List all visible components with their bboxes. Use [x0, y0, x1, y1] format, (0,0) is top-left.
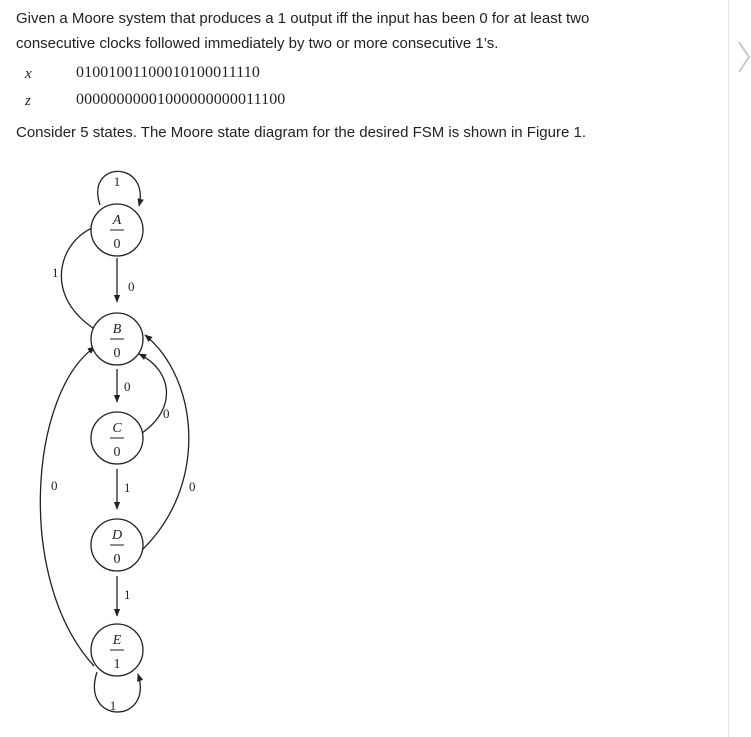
- state-a: [91, 204, 143, 256]
- state-d-name: D: [111, 528, 123, 543]
- consider-text: Consider 5 states. The Moore state diagram for the desired FSM is shown in Figure 1.: [16, 124, 586, 141]
- input-label: x: [25, 66, 32, 82]
- question-intro: Given a Moore system that produces a 1 output iff the input has been 0 for at least two consecutive clocks followed immediately by two or more consecutive 1’s.: [16, 10, 590, 52]
- transition-e-e: [94, 672, 140, 712]
- state-b: [91, 313, 143, 365]
- transition-d-b: [141, 335, 189, 551]
- state-a-output: 0: [113, 237, 121, 252]
- label-c-b: 0: [163, 406, 170, 421]
- state-b-output: 0: [113, 346, 121, 361]
- label-c-d: 1: [124, 480, 131, 495]
- chevron-right-icon[interactable]: [737, 38, 751, 76]
- label-b-c: 0: [124, 379, 131, 394]
- output-label: z: [25, 93, 31, 109]
- state-e-name: E: [112, 633, 122, 648]
- label-e-e: 1: [109, 698, 117, 713]
- state-e-output: 1: [113, 657, 121, 672]
- state-d: [91, 519, 143, 571]
- label-a-b: 0: [128, 279, 135, 294]
- state-e: [91, 624, 143, 676]
- moore-state-diagram: [0, 150, 240, 725]
- transition-c-b: [139, 354, 166, 433]
- transition-b-a: [61, 226, 98, 328]
- state-b-name: B: [112, 322, 122, 337]
- label-d-b: 0: [189, 479, 196, 494]
- transition-e-b: [40, 347, 95, 666]
- label-d-e: 1: [124, 587, 131, 602]
- state-c-name: C: [112, 421, 122, 436]
- state-c: [91, 412, 143, 464]
- state-a-name: A: [112, 213, 122, 228]
- label-e-b: 0: [51, 478, 58, 493]
- output-sequence: 00000000001000000000011100: [76, 91, 286, 108]
- state-d-output: 0: [113, 552, 121, 567]
- label-a-a: 1: [113, 174, 121, 189]
- content-divider: [728, 0, 729, 737]
- label-b-a: 1: [52, 265, 59, 280]
- state-c-output: 0: [113, 445, 121, 460]
- input-sequence: 01001001100010100011110: [76, 64, 260, 81]
